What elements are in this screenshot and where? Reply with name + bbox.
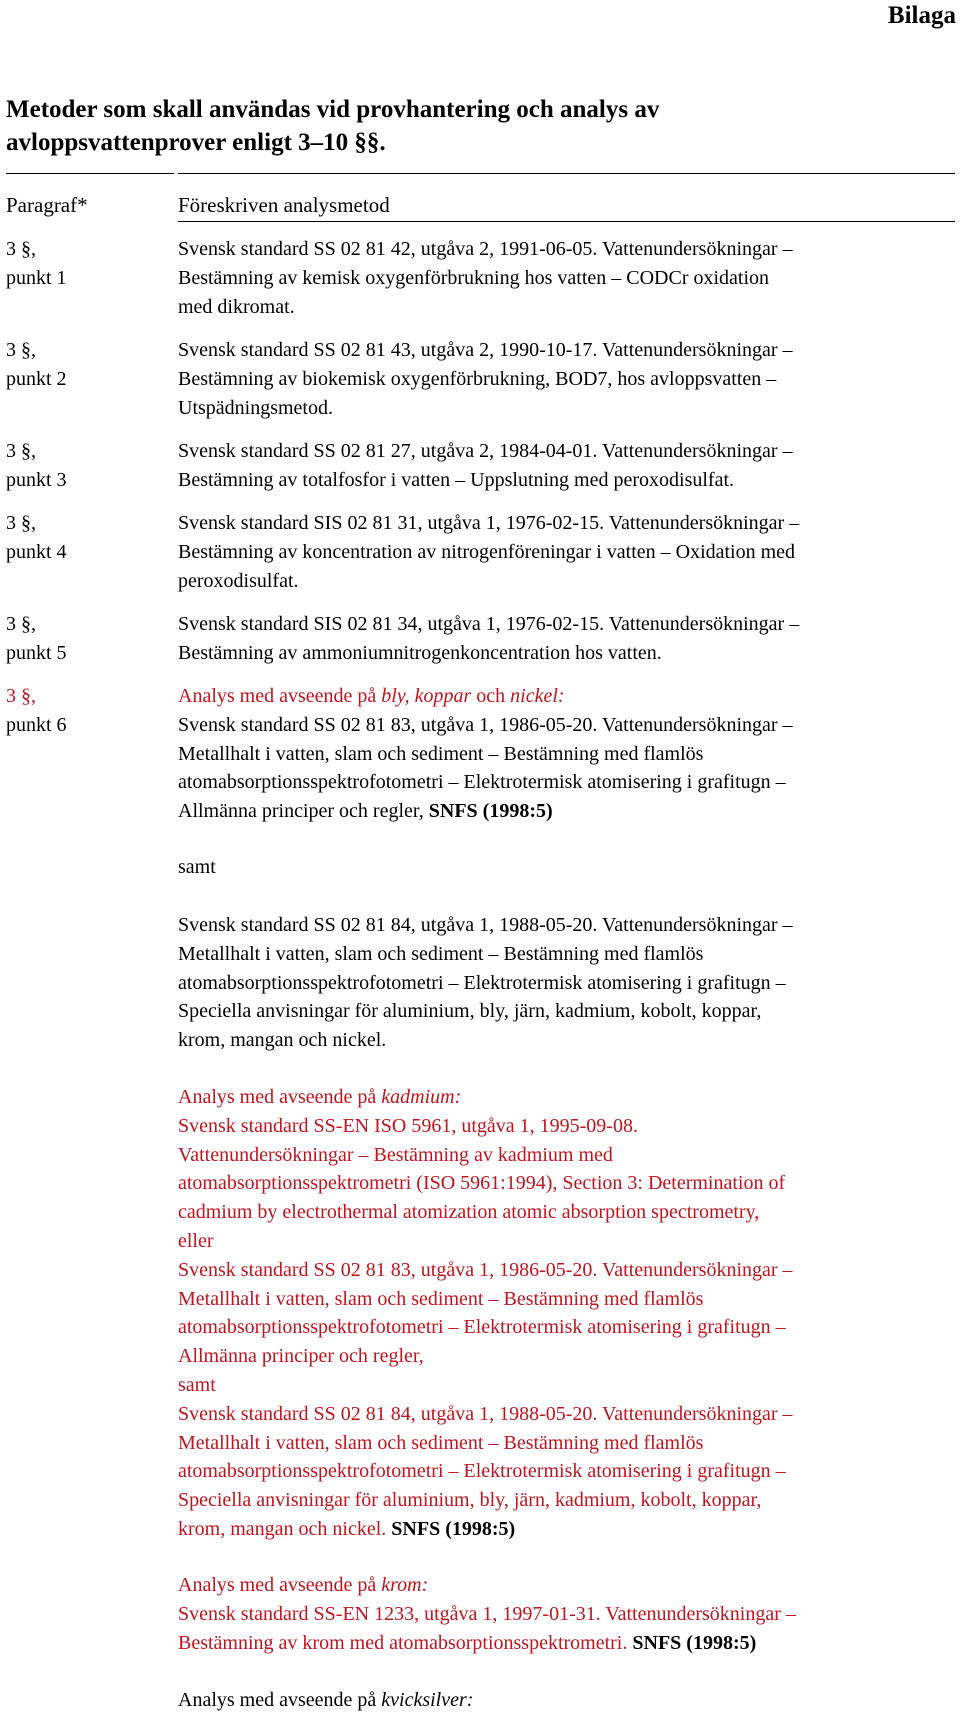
heading-text: och [471, 685, 511, 707]
kadmium-heading [178, 1083, 953, 1112]
body-line: Svensk standard SS 02 81 83, utgåva 1, 1986-05-20. Vattenundersökningar – [178, 1258, 793, 1281]
ref-line: 3 §, [6, 238, 36, 260]
document-title [6, 93, 906, 159]
ref-line: 3 §, [6, 685, 36, 707]
section-body-punkt-2 [178, 336, 953, 422]
appendix-label: Bilaga [887, 2, 956, 29]
ref-line: punkt 5 [6, 642, 67, 664]
section-body-punkt-6-krom [178, 1571, 953, 1657]
body-line: Svensk standard SS 02 81 43, utgåva 2, 1990-10-17. Vattenundersökningar – [178, 339, 793, 361]
snfs-reference: SNFS (1998:5) [391, 1517, 516, 1540]
body-line: Vattenundersökningar – Bestämning av kadmium med [178, 1143, 613, 1166]
body-line: Speciella anvisningar för aluminium, bly, järn, kadmium, kobolt, koppar, [178, 1489, 762, 1512]
heading-text: Analys med avseende på [178, 1086, 382, 1108]
heading-text: Analys med avseende på [178, 1574, 382, 1596]
body-line: Bestämning av koncentration av nitrogenföreningar i vatten – Oxidation med [178, 540, 796, 563]
heading-metal: nickel: [510, 685, 565, 707]
body-line [178, 1515, 953, 1544]
body-text: krom, mangan och nickel. [178, 1517, 392, 1540]
body-line: Svensk standard SS 02 81 27, utgåva 2, 1984-04-01. Vattenundersökningar – [178, 440, 793, 462]
section-ref-punkt-4 [6, 509, 67, 567]
body-line: Svensk standard SS 02 81 83, utgåva 1, 1986-05-20. Vattenundersökningar – [178, 713, 793, 736]
title-line-2: avloppsvattenprover enligt 3–10 §§. [6, 129, 386, 156]
section-ref-punkt-5 [6, 610, 67, 668]
body-line [178, 1629, 953, 1658]
section-body-punkt-6-kvicksilver [178, 1686, 953, 1715]
ref-line: punkt 2 [6, 368, 67, 390]
body-line: atomabsorptionsspektrofotometri – Elektrotermisk atomisering i grafitugn – [178, 1460, 786, 1483]
section-body-punkt-6-metals [178, 682, 953, 826]
ref-line: 3 §, [6, 613, 36, 635]
section-ref-punkt-1 [6, 235, 67, 293]
body-line: Svensk standard SS 02 81 42, utgåva 2, 1991-06-05. Vattenundersökningar – [178, 238, 793, 260]
body-line: atomabsorptionsspektrofotometri – Elektrotermisk atomisering i grafitugn – [178, 771, 786, 794]
body-line: atomabsorptionsspektrometri (ISO 5961:1994), Section 3: Determination of [178, 1172, 786, 1195]
snfs-reference: SNFS (1998:5) [632, 1631, 757, 1654]
ref-line: punkt 1 [6, 267, 67, 289]
section-body-punkt-5 [178, 610, 953, 668]
ref-line: 3 §, [6, 512, 36, 534]
body-line: eller [178, 1229, 214, 1252]
body-line: Svensk standard SIS 02 81 31, utgåva 1, 1976-02-15. Vattenundersökningar – [178, 512, 800, 534]
body-line: Svensk standard SS 02 81 84, utgåva 1, 1988-05-20. Vattenundersökningar – [178, 1402, 793, 1425]
heading-metal: kvicksilver: [381, 1689, 474, 1711]
body-line [178, 797, 953, 826]
body-line: atomabsorptionsspektrofotometri – Elektrotermisk atomisering i grafitugn – [178, 1316, 786, 1339]
body-line: samt [178, 1373, 216, 1396]
section-body-punkt-4 [178, 509, 953, 595]
body-line: Allmänna principer och regler, [178, 1345, 424, 1368]
metals-heading [178, 682, 953, 711]
body-line: Metallhalt i vatten, slam och sediment – Bestämning med flamlös [178, 742, 704, 765]
ref-line: punkt 6 [6, 714, 67, 736]
body-line: med dikromat. [178, 295, 295, 318]
section-body-punkt-1 [178, 235, 953, 321]
body-line: atomabsorptionsspektrofotometri – Elektrotermisk atomisering i grafitugn – [178, 971, 786, 994]
heading-text: Analys med avseende på [178, 1689, 382, 1711]
krom-heading [178, 1571, 953, 1600]
body-line: peroxodisulfat. [178, 569, 299, 592]
header-top-rule-col2 [178, 173, 955, 174]
section-body-punkt-6-std-8184 [178, 911, 953, 1055]
body-line: Metallhalt i vatten, slam och sediment – Bestämning med flamlös [178, 942, 704, 965]
body-line: Utspädningsmetod. [178, 396, 333, 419]
body-line: cadmium by electrothermal atomization atomic absorption spectrometry, [178, 1201, 760, 1224]
body-line: Bestämning av totalfosfor i vatten – Uppslutning med peroxodisulfat. [178, 468, 735, 491]
section-ref-punkt-6 [6, 682, 67, 740]
body-text: Allmänna principer och regler, [178, 800, 429, 823]
heading-metal: krom: [381, 1574, 429, 1596]
section-body-punkt-3 [178, 437, 953, 495]
body-line: Svensk standard SS-EN ISO 5961, utgåva 1, 1995-09-08. [178, 1114, 638, 1137]
header-bottom-rule [178, 221, 955, 222]
heading-text: Analys med avseende på [178, 685, 382, 707]
section-ref-punkt-3 [6, 437, 67, 495]
ref-line: punkt 4 [6, 541, 67, 563]
body-line: Speciella anvisningar för aluminium, bly, järn, kadmium, kobolt, koppar, [178, 1000, 762, 1023]
body-line: Svensk standard SS 02 81 84, utgåva 1, 1988-05-20. Vattenundersökningar – [178, 914, 793, 936]
body-line: Metallhalt i vatten, slam och sediment – Bestämning med flamlös [178, 1431, 704, 1454]
heading-metal: bly, koppar [381, 685, 472, 707]
section-ref-punkt-2 [6, 336, 67, 394]
snfs-reference: SNFS (1998:5) [428, 800, 553, 823]
body-text: Bestämning av krom med atomabsorptionsspektrometri. [178, 1631, 633, 1654]
header-top-rule-col1 [6, 173, 174, 174]
body-line: Bestämning av biokemisk oxygenförbrukning, BOD7, hos avloppsvatten – [178, 367, 777, 390]
body-line: Svensk standard SS-EN 1233, utgåva 1, 1997-01-31. Vattenundersökningar – [178, 1602, 796, 1625]
section-body-punkt-6-kadmium [178, 1083, 953, 1544]
samt-connector [178, 853, 953, 882]
ref-line: punkt 3 [6, 469, 67, 491]
body-line: krom, mangan och nickel. [178, 1029, 387, 1052]
heading-metal: kadmium: [381, 1086, 462, 1108]
body-line: Bestämning av kemisk oxygenförbrukning hos vatten – CODCr oxidation [178, 266, 770, 289]
col1-header: Paragraf* [6, 193, 88, 217]
ref-line: 3 §, [6, 339, 36, 361]
samt-text: samt [178, 856, 216, 878]
body-line: Metallhalt i vatten, slam och sediment – Bestämning med flamlös [178, 1287, 704, 1310]
title-line-1: Metoder som skall användas vid provhantering och analys av [6, 96, 660, 123]
body-line: Svensk standard SIS 02 81 34, utgåva 1, 1976-02-15. Vattenundersökningar – [178, 613, 800, 635]
col2-header: Föreskriven analysmetod [178, 193, 390, 217]
kvicksilver-heading [178, 1686, 953, 1715]
body-line: Bestämning av ammoniumnitrogenkoncentration hos vatten. [178, 641, 662, 664]
ref-line: 3 §, [6, 440, 36, 462]
